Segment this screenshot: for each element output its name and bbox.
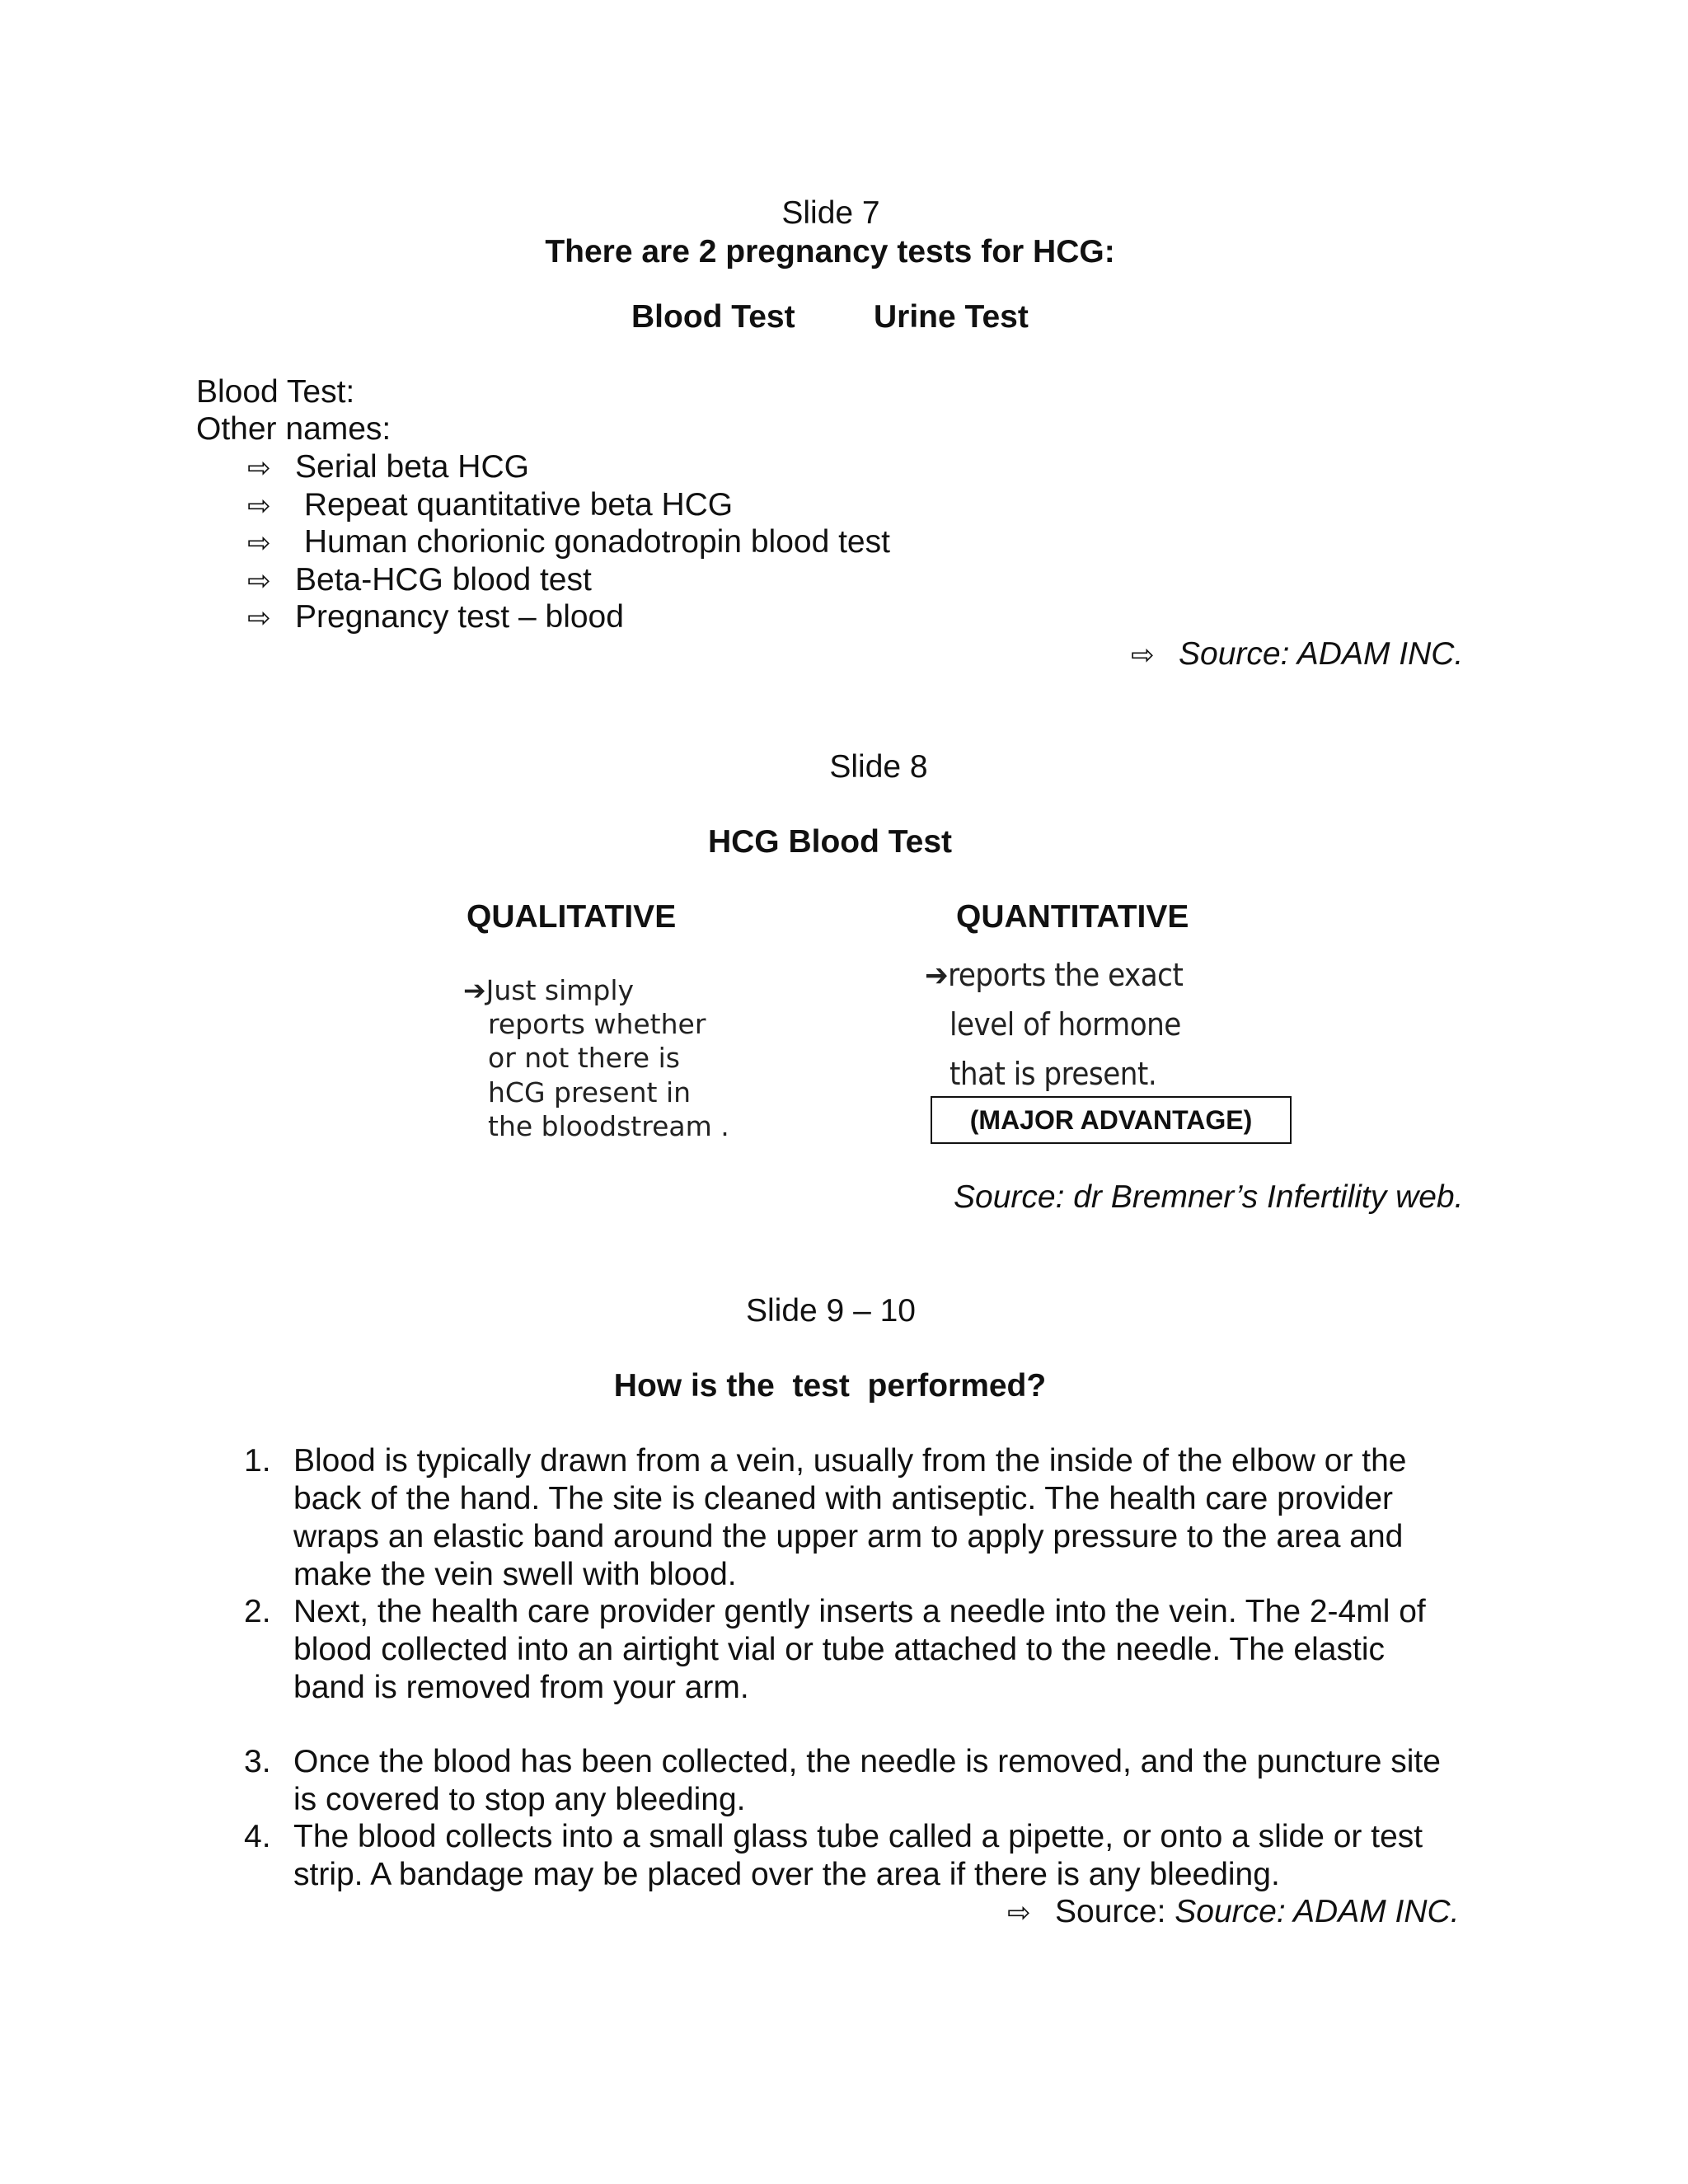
list-item: ⇨ Serial beta HCG [247, 448, 529, 487]
list-item: 3. Once the blood has been collected, the needle is removed, and the puncture site is covered to stop any bleeding. [244, 1744, 1441, 1817]
open-arrow-icon: ⇨ [247, 452, 271, 484]
open-arrow-icon: ⇨ [247, 602, 271, 634]
qualitative-desc-line: reports whether [488, 1008, 706, 1040]
slide9-heading: How is the test performed? [613, 1368, 1047, 1404]
blood-test-title: Blood Test [631, 299, 795, 335]
urine-test-title: Urine Test [874, 299, 1029, 335]
slide8-heading: HCG Blood Test [707, 824, 953, 860]
list-item: 1. Blood is typically drawn from a vein, usually from the inside of the elbow or the back of the hand. The site is cleaned with antiseptic. The health care provider wraps an elastic band around the upper arm to apply pressure to the area and make the vein swell with blood. [244, 1443, 1407, 1592]
qualitative-title: QUALITATIVE [467, 899, 677, 935]
quantitative-title: QUANTITATIVE [956, 899, 1189, 935]
slide7-heading: There are 2 pregnancy tests for HCG: [545, 234, 1115, 269]
open-arrow-icon: ⇨ [247, 527, 271, 559]
slide9-label: Slide 9 – 10 [746, 1293, 916, 1329]
list-item: ⇨ Repeat quantitative beta HCG [247, 486, 733, 525]
quantitative-desc-line: level of hormone [950, 1006, 1181, 1043]
solid-arrow-icon: ➔ [463, 974, 486, 1006]
open-arrow-icon: ⇨ [247, 490, 271, 522]
open-arrow-icon: ⇨ [1007, 1897, 1031, 1929]
qualitative-desc-line: the bloodstream . [488, 1110, 729, 1142]
slide8-label: Slide 8 [829, 749, 928, 785]
qualitative-desc-line: or not there is [488, 1042, 680, 1074]
list-item: 2. Next, the health care provider gently inserts a needle into the vein. The 2-4ml of blood collected into an airtight vial or tube attached to the needle. The elastic band is removed from your arm. [244, 1594, 1426, 1705]
list-item: ⇨ Beta-HCG blood test [247, 561, 592, 600]
slide9-source: ⇨ Source: Source: ADAM INC. [1007, 1893, 1460, 1932]
quantitative-desc-line: that is present. [950, 1056, 1157, 1092]
open-arrow-icon: ⇨ [1131, 640, 1155, 671]
quantitative-desc-line: ➔reports the exact [925, 957, 1184, 993]
list-item: ⇨ Pregnancy test – blood [247, 598, 624, 637]
solid-arrow-icon: ➔ [925, 957, 949, 993]
slide7-source: ⇨ Source: ADAM INC. [1131, 635, 1463, 674]
blood-test-label: Blood Test: [196, 374, 355, 410]
slide8-source: Source: dr Bremner’s Infertility web. [954, 1179, 1464, 1215]
slide7-label: Slide 7 [781, 195, 880, 231]
list-item: ⇨ Human chorionic gonadotropin blood test [247, 523, 890, 562]
list-item: 4. The blood collects into a small glass tube called a pipette, or onto a slide or test strip. A bandage may be placed over the area if there is any bleeding. [244, 1819, 1423, 1892]
other-names-label: Other names: [196, 411, 392, 447]
qualitative-desc-line: ➔Just simply [463, 974, 635, 1006]
open-arrow-icon: ⇨ [247, 565, 271, 597]
qualitative-desc-line: hCG present in [488, 1076, 692, 1108]
major-advantage-badge: (MAJOR ADVANTAGE) [931, 1096, 1292, 1144]
